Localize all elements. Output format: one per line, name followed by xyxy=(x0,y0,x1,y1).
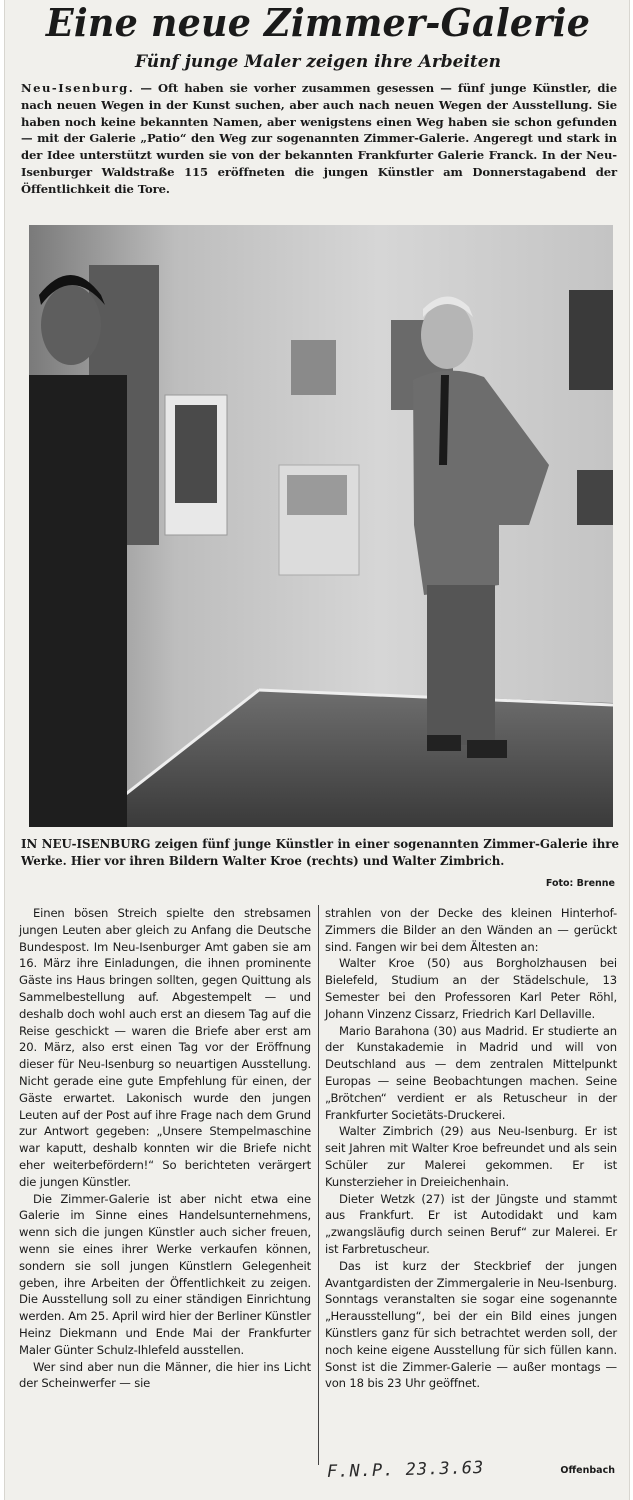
body-column-left xyxy=(19,905,311,1392)
body-paragraph: Das ist kurz der Steckbrief der jungen Avantgardisten der Zimmergalerie in Neu-Isenburg. Sonntags veranstalten sie sogar eine sogenannte „Herausstellung“, bei der ein Bild eines jungen Künstlers ganz für sich betrachtet werden soll, der noch keine eigene Ausstellung für sich füllen kann. Sonst ist die Zimmer-Galerie — außer montags — von 18 bis 23 Uhr geöffnet. xyxy=(325,1258,617,1391)
body-paragraph: Die Zimmer-Galerie ist aber nicht etwa eine Galerie im Sinne eines Handelsunternehmens, wenn sich die jungen Künstler auch sicher freuen, wenn sie eines ihrer Werke verkaufen können, sondern sie soll jungen Künstlern Gelegenheit geben, ihre Arbeiten der Öffentlichkeit zu zeigen. Die Ausstellung soll zu einer ständigen Einrichtung werden. Am 25. April wird hier der Berliner Künstler Heinz Diekmann und Ende Mai der Frankfurter Maler Günter Schulz-Ihlefeld ausstellen. xyxy=(19,1191,311,1357)
lead-paragraph xyxy=(21,80,617,198)
body-paragraph: strahlen von der Decke des kleinen Hinterhof-Zimmers die Bilder an den Wänden an — gerückt sind. Fangen wir bei dem Ältesten an: xyxy=(325,906,617,954)
headline: Eine neue Zimmer-Galerie xyxy=(45,0,591,45)
newspaper-clipping xyxy=(4,0,630,1500)
painting-right xyxy=(569,290,613,390)
article-photo xyxy=(29,225,613,827)
painting-small xyxy=(291,340,336,395)
section-label: Offenbach xyxy=(560,1465,615,1476)
body-paragraph: Dieter Wetzk (27) ist der Jüngste und stammt aus Frankfurt. Er ist Autodidakt und kam „zwangsläufig durch seinen Beruf“ zur Malerei. Er ist Farbretuscheur. xyxy=(325,1191,617,1256)
painting-right-lower xyxy=(577,470,613,525)
photo-caption: IN NEU-ISENBURG zeigen fünf junge Künstler in einer sogenannten Zimmer-Galerie ihre Werke. Hier vor ihren Bildern Walter Kroe (rechts) und Walter Zimbrich. xyxy=(21,837,619,869)
body-column-right xyxy=(325,905,617,1392)
body-paragraph: Walter Kroe (50) aus Borgholzhausen bei Bielefeld, Studium an der Städelschule, 13 Semester bei den Professoren Karl Peter Röhl, Johann Vinzenz Cissarz, Friedrich Karl Dellaville. xyxy=(325,956,617,1021)
body-paragraph: Einen bösen Streich spielte den strebsamen jungen Leuten aber gleich zu Anfang die Deutsche Bundespost. Im Neu-Isenburger Amt gaben sie am 16. März ihre Einladungen, die ihnen prominente Gäste ins Haus bringen sollten, gegen Quittung als Sammelbestellung auf. Abgestempelt — und deshalb doch wohl auch erst an diesem Tag auf die Reise geschickt — waren die Briefe aber erst am 20. März, also erst einen Tag vor der Eröffnung dieser für Neu-Isenburg so neuartigen Ausstellung. Nicht gerade eine gute Empfehlung für einen, der Gäste erwartet. Lakonisch wurde den jungen Leuten auf der Post auf ihre Frage nach dem Grund zur Antwort gegeben: „Unsere Stempelmaschine war kaputt, deshalb konnten wir die Briefe nicht eher weiterbefördern!“ So berichteten verärgert die jungen Künstler. xyxy=(19,906,311,1189)
painting-window xyxy=(175,405,217,503)
body-paragraph: Mario Barahona (30) aus Madrid. Er studierte an der Kunstakademie in Madrid und will von Deutschland aus — dem zentralen Mittelpunkt Europas — seine Beobachtungen machen. Seine „Brötchen“ verdient er als Retuscheur in der Frankfurter Societäts-Druckerei. xyxy=(325,1023,617,1122)
handwritten-date-note: F.N.P. 23.3.63 xyxy=(326,1457,485,1483)
lead-text: — Oft haben sie vorher zusammen gesessen — fünf junge Künstler, die nach neuen Wegen in der Kunst suchen, aber auch nach neuen Wegen der Ausstellung. Sie haben noch keine bekannten Namen, aber wenigstens einen Weg haben sie schon gefunden — mit der Galerie „Patio“ den Weg zur sogenannten Zimmer-Galerie. Angeregt und stark in der Idee unterstützt wurden sie von der bekannten Frankfurter Galerie Franck. In der Neu-Isenburger Waldstraße 115 eröffneten die jungen Künstler am Donnerstagabend der Öffentlichkeit die Tore. xyxy=(21,81,617,196)
photo-credit: Foto: Brenne xyxy=(545,878,615,889)
subheadline: Fünf junge Maler zeigen ihre Arbeiten xyxy=(135,52,501,72)
body-paragraph: Wer sind aber nun die Männer, die hier ins Licht der Scheinwerfer — sie xyxy=(19,1359,311,1391)
column-divider xyxy=(318,905,319,1465)
photo-illustration xyxy=(29,225,613,827)
lead-dateline: Neu-Isenburg. xyxy=(21,81,135,95)
painting-sketch-inner xyxy=(287,475,347,515)
body-paragraph: Walter Zimbrich (29) aus Neu-Isenburg. Er ist seit Jahren mit Walter Kroe befreundet und als sein Schüler zur Malerei gekommen. Er ist Kunsterzieher in Dreieichenhain. xyxy=(325,1124,617,1189)
